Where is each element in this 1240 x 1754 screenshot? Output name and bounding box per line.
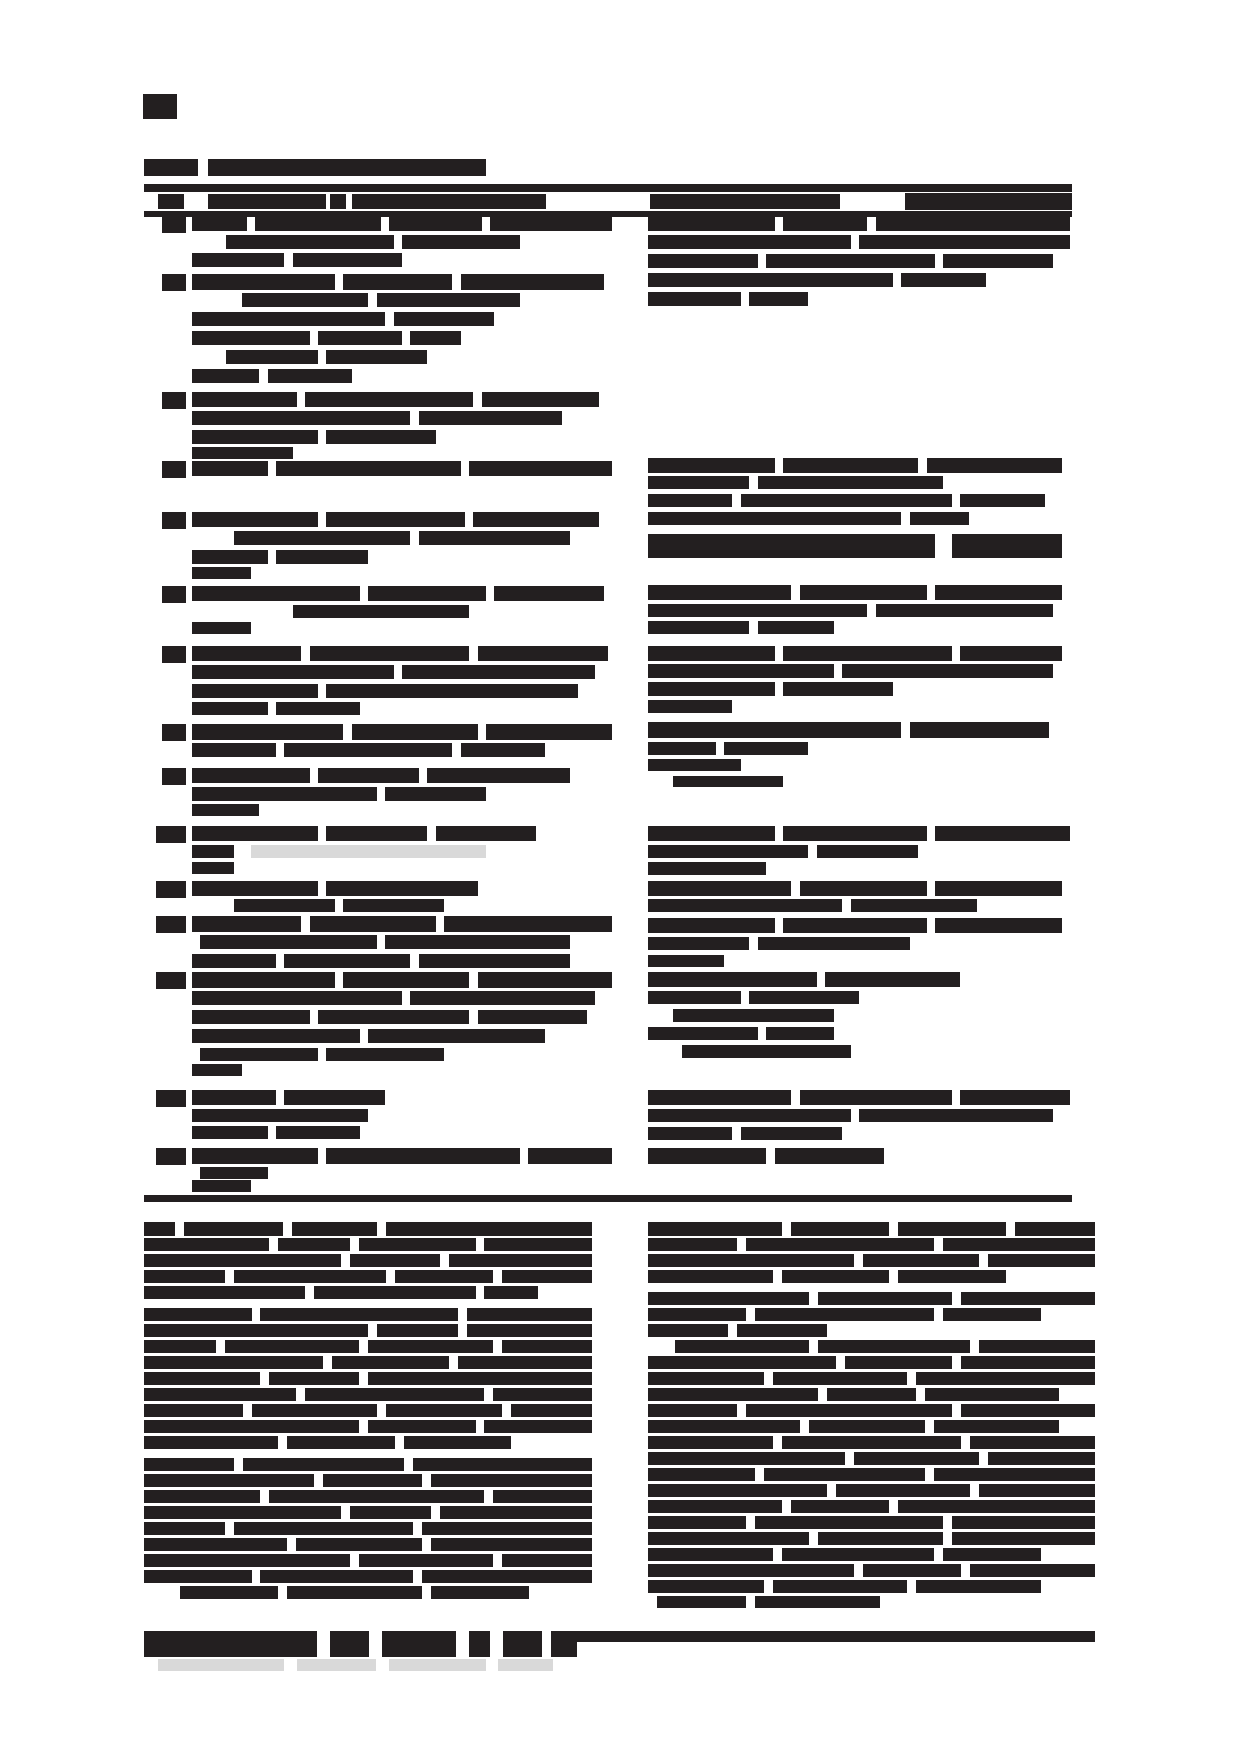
faded-text-line	[297, 1659, 377, 1671]
faded-text-line	[158, 1659, 284, 1671]
faded-text-line	[389, 1659, 486, 1671]
faded-text-line	[498, 1659, 553, 1671]
